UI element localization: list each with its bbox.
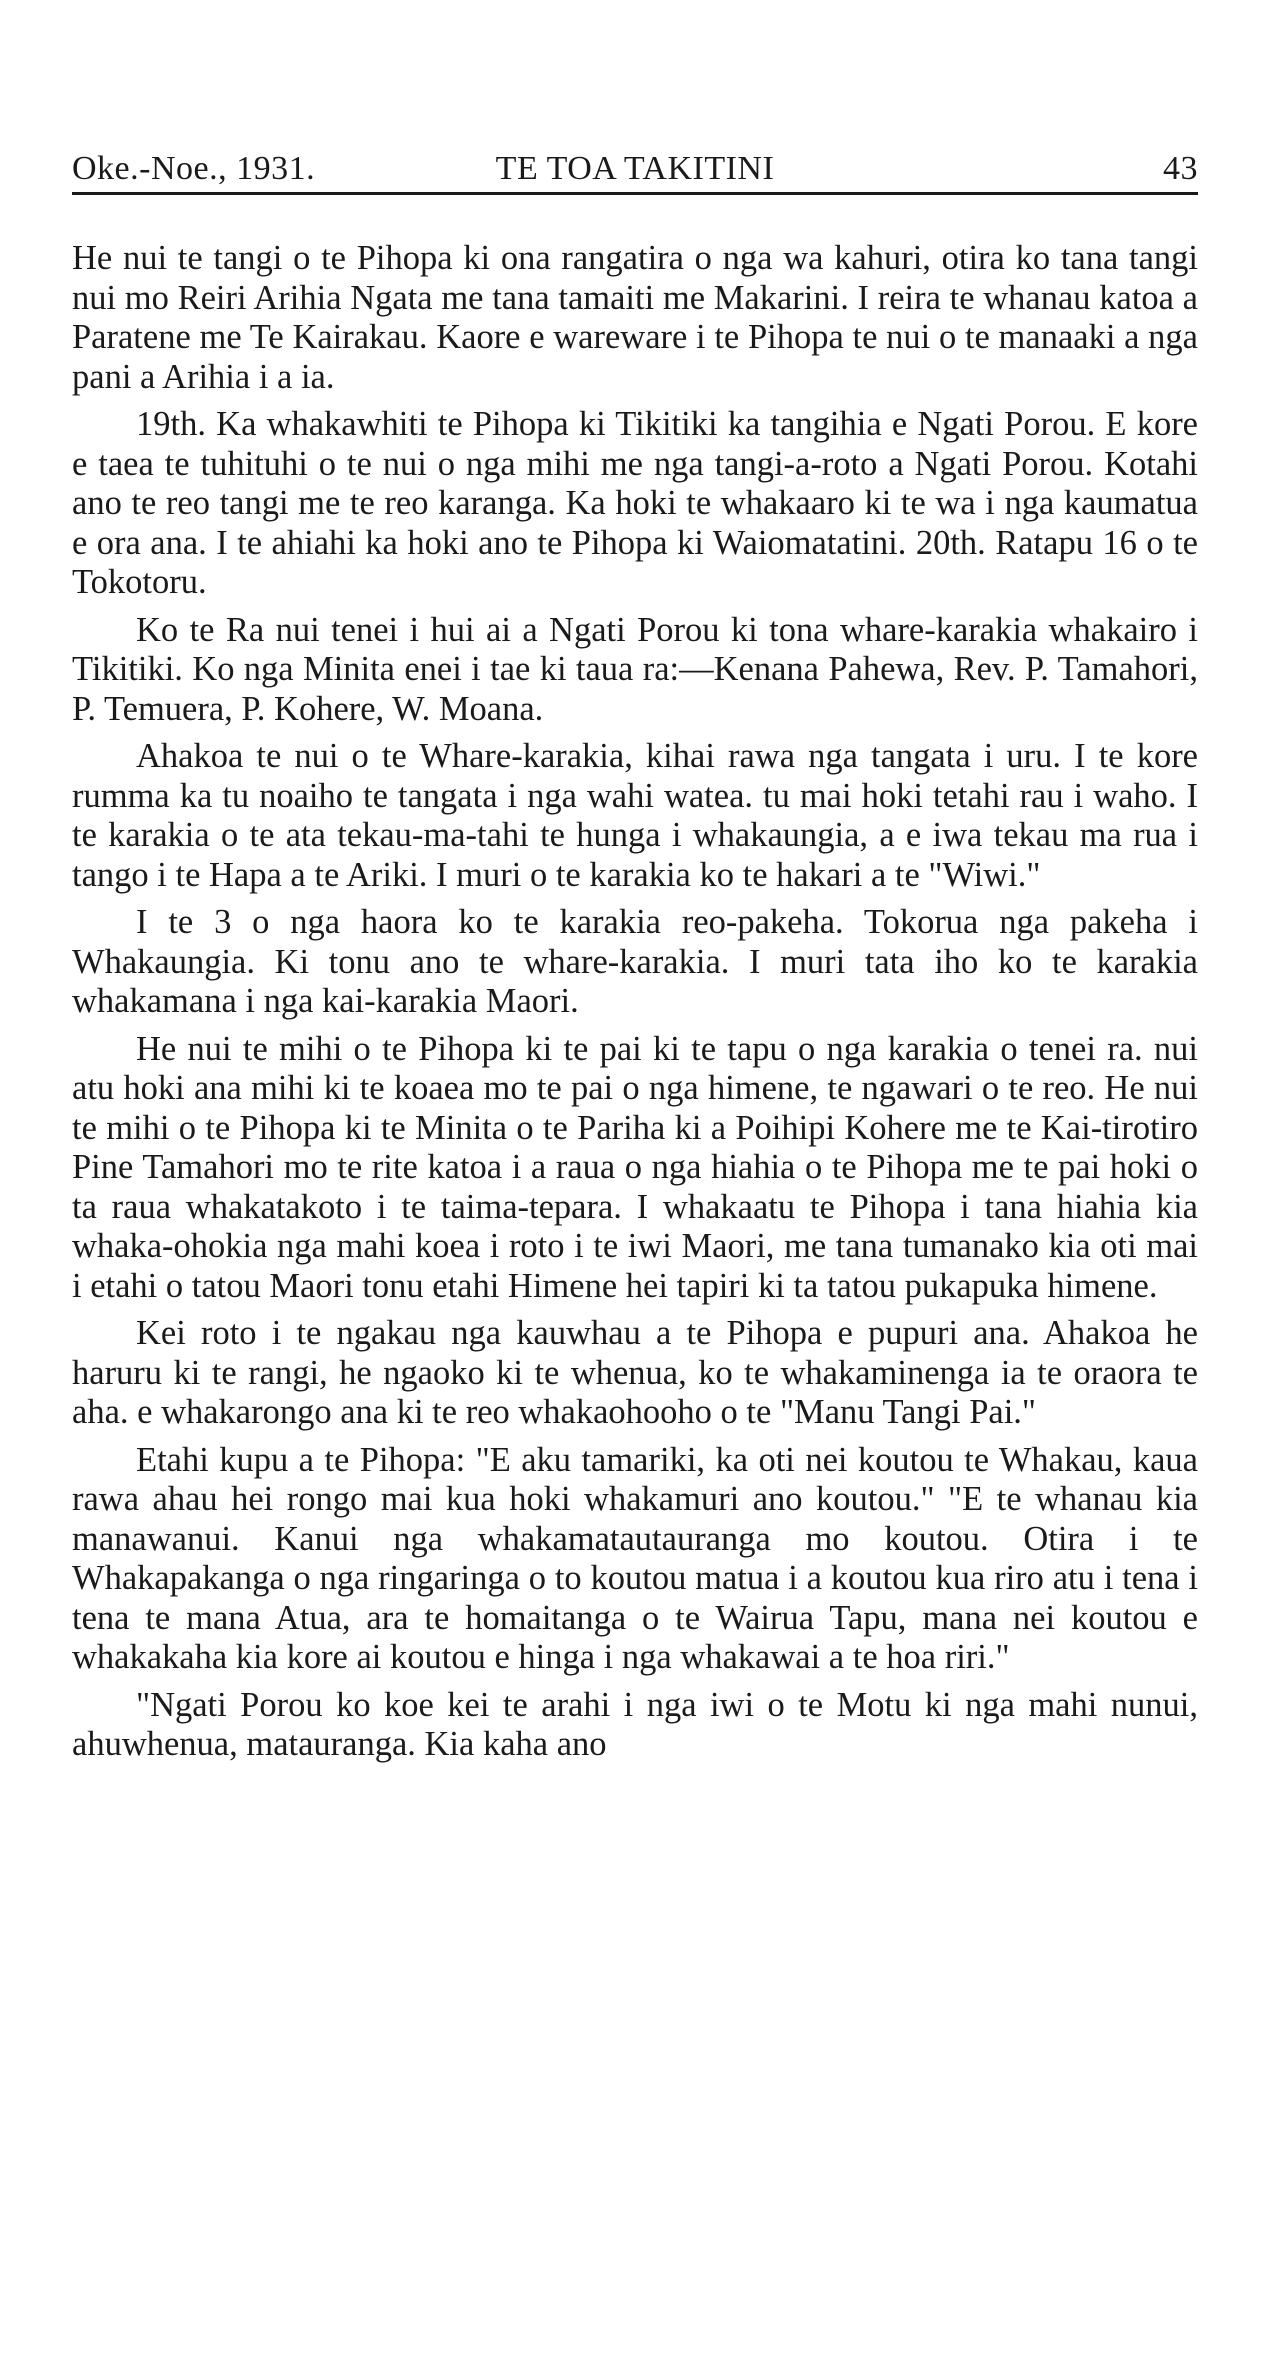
paragraph: Ahakoa te nui o te Whare-karakia, kihai rawa nga tangata i uru. I te kore rumma ka tu noaiho te tangata i nga wahi watea. tu mai hoki tetahi rau i waho. I te karakia o te ata tekau-ma-tahi te hunga i whakaungia, a e iwa tekau ma rua i tango i te Hapa a te Ariki. I muri o te karakia ko te hakari a te "Wiwi." — [72, 737, 1198, 894]
paragraph: Kei roto i te ngakau nga kauwhau a te Pihopa e pupuri ana. Ahakoa he haruru ki te rangi, he ngaoko ki te whenua, ko te whakaminenga ia te oraora te aha. e whakarongo ana ki te reo whakaohooho o te "Manu Tangi Pai." — [72, 1314, 1198, 1431]
page-number: 43 — [1163, 150, 1198, 187]
journal-title: TE TOA TAKITINI — [495, 150, 775, 187]
paragraph: He nui te tangi o te Pihopa ki ona rangatira o nga wa kahuri, otira ko tana tangi nui mo Reiri Arihia Ngata me tana tamaiti me Makarini. I reira te whanau katoa a Paratene me Te Kairakau. Kaore e wareware i te Pihopa te nui o te manaaki a nga pani a Arihia i a ia. — [72, 239, 1198, 396]
paragraph: Etahi kupu a te Pihopa: "E aku tamariki, ka oti nei koutou te Whakau, kaua rawa ahau hei rongo mai kua hoki whakamuri ano koutou." "E te whanau kia manawanui. Kanui nga whakamatautauranga mo koutou. Otira i te Whakapakanga o nga ringaringa o to koutou matua i a koutou kua riro atu i tena i tena te mana Atua, ara te homaitanga o te Wairua Tapu, mana nei koutou e whakakaha kia kore ai koutou e hinga i nga whakawai a te hoa riri." — [72, 1440, 1198, 1676]
paragraph: Ko te Ra nui tenei i hui ai a Ngati Porou ki tona whare-karakia whakairo i Tikitiki. Ko nga Minita enei i tae ki taua ra:—Kenana Pahewa, Rev. P. Tamahori, P. Temuera, P. Kohere, W. Moana. — [72, 610, 1198, 728]
paragraph: "Ngati Porou ko koe kei te arahi i nga iwi o te Motu ki nga mahi nunui, ahuwhenua, matauranga. Kia kaha ano — [72, 1685, 1198, 1763]
article-body — [72, 239, 1198, 1765]
issue-date: Oke.-Noe., 1931. — [72, 150, 316, 187]
journal-page — [72, 150, 1198, 1765]
paragraph: He nui te mihi o te Pihopa ki te pai ki te tapu o nga karakia o tenei ra. nui atu hoki ana mihi ki te koaea mo te pai o nga himene, te ngawari o te reo. He nui te mihi o te Pihopa ki te Minita o te Pariha ki a Poihipi Kohere me te Kai-tirotiro Pine Tamahori mo te rite katoa i a raua o nga hiahia o te Pihopa me te pai hoki o ta raua whakatakoto i te taima-tepara. I whakaatu te Pihopa i tana hiahia kia whaka-ohokia nga mahi koea i roto i te iwi Maori, me tana tumanako kia oti mai i etahi o tatou Maori tonu etahi Himene hei tapiri ki ta tatou pukapuka himene. — [72, 1029, 1198, 1305]
running-head — [72, 150, 1198, 195]
paragraph: 19th. Ka whakawhiti te Pihopa ki Tikitiki ka tangihia e Ngati Porou. E kore e taea te tuhituhi o te nui o nga mihi me nga tangi-a-roto a Ngati Porou. Kotahi ano te reo tangi me te reo karanga. Ka hoki te whakaaro ki te wa i nga kaumatua e ora ana. I te ahiahi ka hoki ano te Pihopa ki Waiomatatini. 20th. Ratapu 16 o te Tokotoru. — [72, 405, 1198, 601]
paragraph: I te 3 o nga haora ko te karakia reo-pakeha. Tokorua nga pakeha i Whakaungia. Ki tonu ano te whare-karakia. I muri tata iho ko te karakia whakamana i nga kai-karakia Maori. — [72, 903, 1198, 1020]
